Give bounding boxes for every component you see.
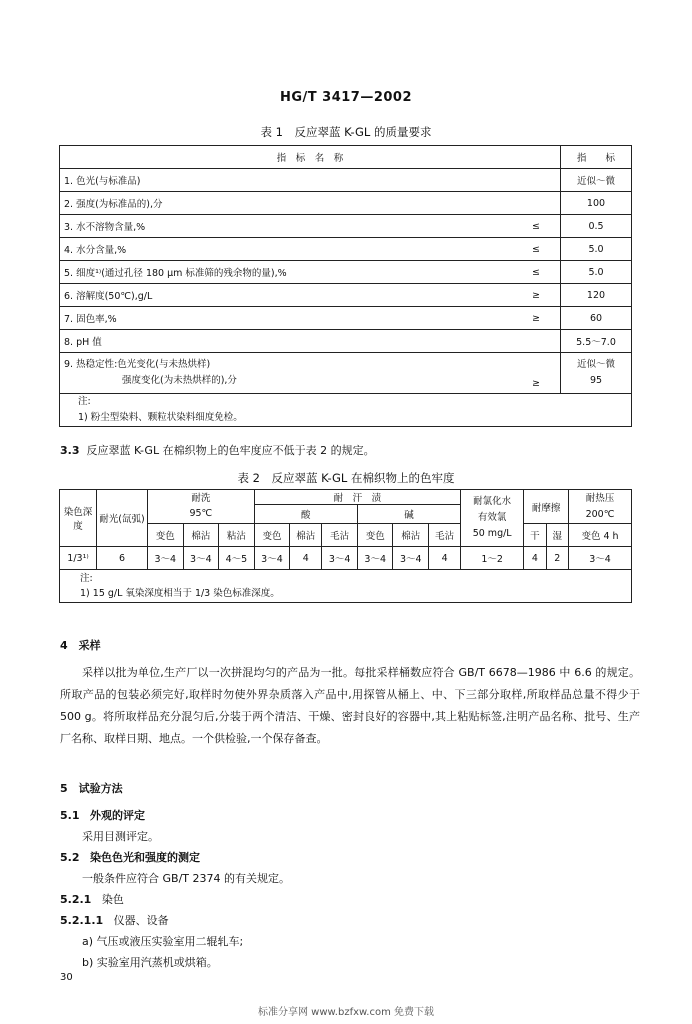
cell: 3～4	[148, 547, 184, 570]
table1-header-value: 指 标	[561, 146, 632, 169]
clause-number: 3.3	[60, 444, 80, 457]
th-sub: 棉沾	[393, 524, 429, 547]
th-sub: 变色 4 h	[569, 524, 632, 547]
table-row	[60, 353, 632, 394]
row9-value1: 近似～微	[576, 359, 615, 370]
cell: 6	[97, 547, 148, 570]
list-item: b) 实验室用汽蒸机或烘箱。	[82, 956, 218, 969]
row-symbol: ≥	[512, 353, 561, 394]
th-chlorine-3: 50 mg/L	[472, 528, 512, 539]
table1-note-label: 注:	[78, 396, 91, 407]
row-value: 5.0	[561, 261, 632, 284]
page-number: 30	[60, 972, 73, 983]
cell: 2	[546, 547, 568, 570]
quality-requirements-table	[59, 145, 632, 427]
clause-text: 反应翠蓝 K-GL 在棉织物上的色牢度应不低于表 2 的规定。	[86, 444, 375, 457]
row-value: 5.0	[561, 238, 632, 261]
th-sub: 湿	[546, 524, 568, 547]
th-sub: 毛沾	[322, 524, 358, 547]
section-4-title: 4 采样	[60, 639, 101, 652]
row-name: 4. 水分含量,%	[60, 238, 513, 261]
cell: 3～4	[254, 547, 290, 570]
row-name: 1. 色光(与标准品)	[60, 169, 513, 192]
color-fastness-table	[59, 489, 632, 603]
row-value: 近似～微	[561, 169, 632, 192]
th-light: 耐光(氙弧)	[97, 490, 148, 547]
row-value: 60	[561, 307, 632, 330]
cell: 1～2	[461, 547, 524, 570]
table-row	[60, 238, 632, 261]
th-chlorine-2: 有效氯	[477, 512, 507, 523]
clause-number: 5.2.1	[60, 893, 92, 906]
th-wash: 耐洗	[148, 490, 255, 505]
th-sub: 变色	[357, 524, 393, 547]
th-depth: 染色深度	[60, 490, 97, 547]
row-symbol	[512, 330, 561, 353]
table-row	[60, 547, 632, 570]
th-press-1: 耐热压	[585, 492, 615, 504]
table-row	[60, 215, 632, 238]
row9-value2: 95	[589, 375, 603, 386]
th-sub: 棉沾	[290, 524, 322, 547]
row-value: 100	[561, 192, 632, 215]
row-name: 3. 水不溶物含量,%	[60, 215, 513, 238]
clause-number: 5.2	[60, 851, 80, 864]
th-sub: 变色	[254, 524, 290, 547]
clause-text: 一般条件应符合 GB/T 2374 的有关规定。	[82, 872, 290, 885]
th-press-2: 200℃	[585, 508, 615, 520]
table-row	[60, 284, 632, 307]
th-wash-temp: 95℃	[148, 505, 255, 524]
clause-number: 5.1	[60, 809, 80, 822]
th-alkali: 碱	[357, 505, 460, 524]
row-symbol: ≥	[512, 284, 561, 307]
row9-line2: 强度变化(为未热烘样的),分	[122, 375, 237, 386]
clause-title: 外观的评定	[90, 809, 145, 822]
th-chlorine-1: 耐氯化水	[473, 496, 512, 507]
row-name: 6. 溶解度(50℃),g/L	[60, 284, 513, 307]
row-name: 2. 强度(为标准品的),分	[60, 192, 513, 215]
cell: 3～4	[393, 547, 429, 570]
list-item: a) 气压或液压实验室用二辊轧车;	[82, 935, 244, 948]
row-name: 7. 固色率,%	[60, 307, 513, 330]
section-5-title: 5 试验方法	[60, 782, 123, 795]
cell: 3～4	[322, 547, 358, 570]
table-row	[60, 307, 632, 330]
row-symbol: ≥	[512, 307, 561, 330]
cell: 3～4	[569, 547, 632, 570]
table-row	[60, 330, 632, 353]
table1-caption: 表 1 反应翠蓝 K-GL 的质量要求	[260, 125, 432, 139]
cell: 4～5	[219, 547, 255, 570]
row-name: 8. pH 值	[60, 330, 513, 353]
table-row	[60, 261, 632, 284]
table1-header-name: 指 标 名 称	[60, 146, 561, 169]
th-sweat: 耐 汗 渍	[254, 490, 460, 505]
row-symbol	[512, 169, 561, 192]
clause-title: 染色	[101, 893, 124, 906]
row-symbol	[512, 192, 561, 215]
clause-number: 5.2.1.1	[60, 914, 104, 927]
standard-code: HG/T 3417—2002	[279, 90, 413, 105]
th-rub: 耐摩擦	[524, 490, 569, 524]
cell: 1/3¹⁾	[60, 547, 97, 570]
row-value: 5.5～7.0	[561, 330, 632, 353]
row-value: 0.5	[561, 215, 632, 238]
footer-watermark: 标准分享网 www.bzfxw.com 免费下载	[258, 1007, 434, 1018]
row-symbol: ≤	[512, 215, 561, 238]
clause-text: 采用目测评定。	[82, 830, 159, 843]
cell: 4	[524, 547, 546, 570]
row-value: 120	[561, 284, 632, 307]
th-sub: 毛沾	[429, 524, 461, 547]
section-4-paragraph: 采样以批为单位,生产厂以一次拼混均匀的产品为一批。每批采样桶数应符合 GB/T 6678—1986 中 6.6 的规定。所取产品的包装必须完好,取样时勿使外界杂质落入产品中,用探管从桶上、中、下三部分取样,所取样品总量不得少于 500 g。将所取样品充分混匀后,分装于两个清洁、干燥、密封良好的容器中,其上粘贴标签,注明产品名称、批号、生产厂名称、取样日期、地点。一个供检验,一个保存备查。	[60, 666, 640, 745]
cell: 3～4	[183, 547, 219, 570]
cell: 4	[290, 547, 322, 570]
clause-title: 染色色光和强度的测定	[90, 851, 200, 864]
table2-note: 1) 15 g/L 氧染深度相当于 1/3 染色标准深度。	[80, 588, 280, 599]
clause-title: 仪器、设备	[113, 914, 169, 927]
table-row	[60, 169, 632, 192]
th-sub: 棉沾	[183, 524, 219, 547]
row-symbol: ≤	[512, 238, 561, 261]
row-symbol: ≤	[512, 261, 561, 284]
th-sub: 变色	[148, 524, 184, 547]
th-acid: 酸	[254, 505, 357, 524]
cell: 4	[429, 547, 461, 570]
table-row	[60, 192, 632, 215]
cell: 3～4	[357, 547, 393, 570]
row9-line1: 9. 热稳定性:色光变化(与未热烘样)	[64, 359, 211, 370]
row-name: 5. 细度¹⁾(通过孔径 180 μm 标准筛的残余物的量),%	[60, 261, 513, 284]
th-sub: 粘沾	[219, 524, 255, 547]
table2-caption: 表 2 反应翠蓝 K-GL 在棉织物上的色牢度	[237, 471, 455, 485]
table2-note-label: 注:	[80, 573, 93, 584]
table1-note: 1) 粉尘型染料、颗粒状染料细度免检。	[78, 412, 243, 423]
th-sub: 干	[524, 524, 546, 547]
